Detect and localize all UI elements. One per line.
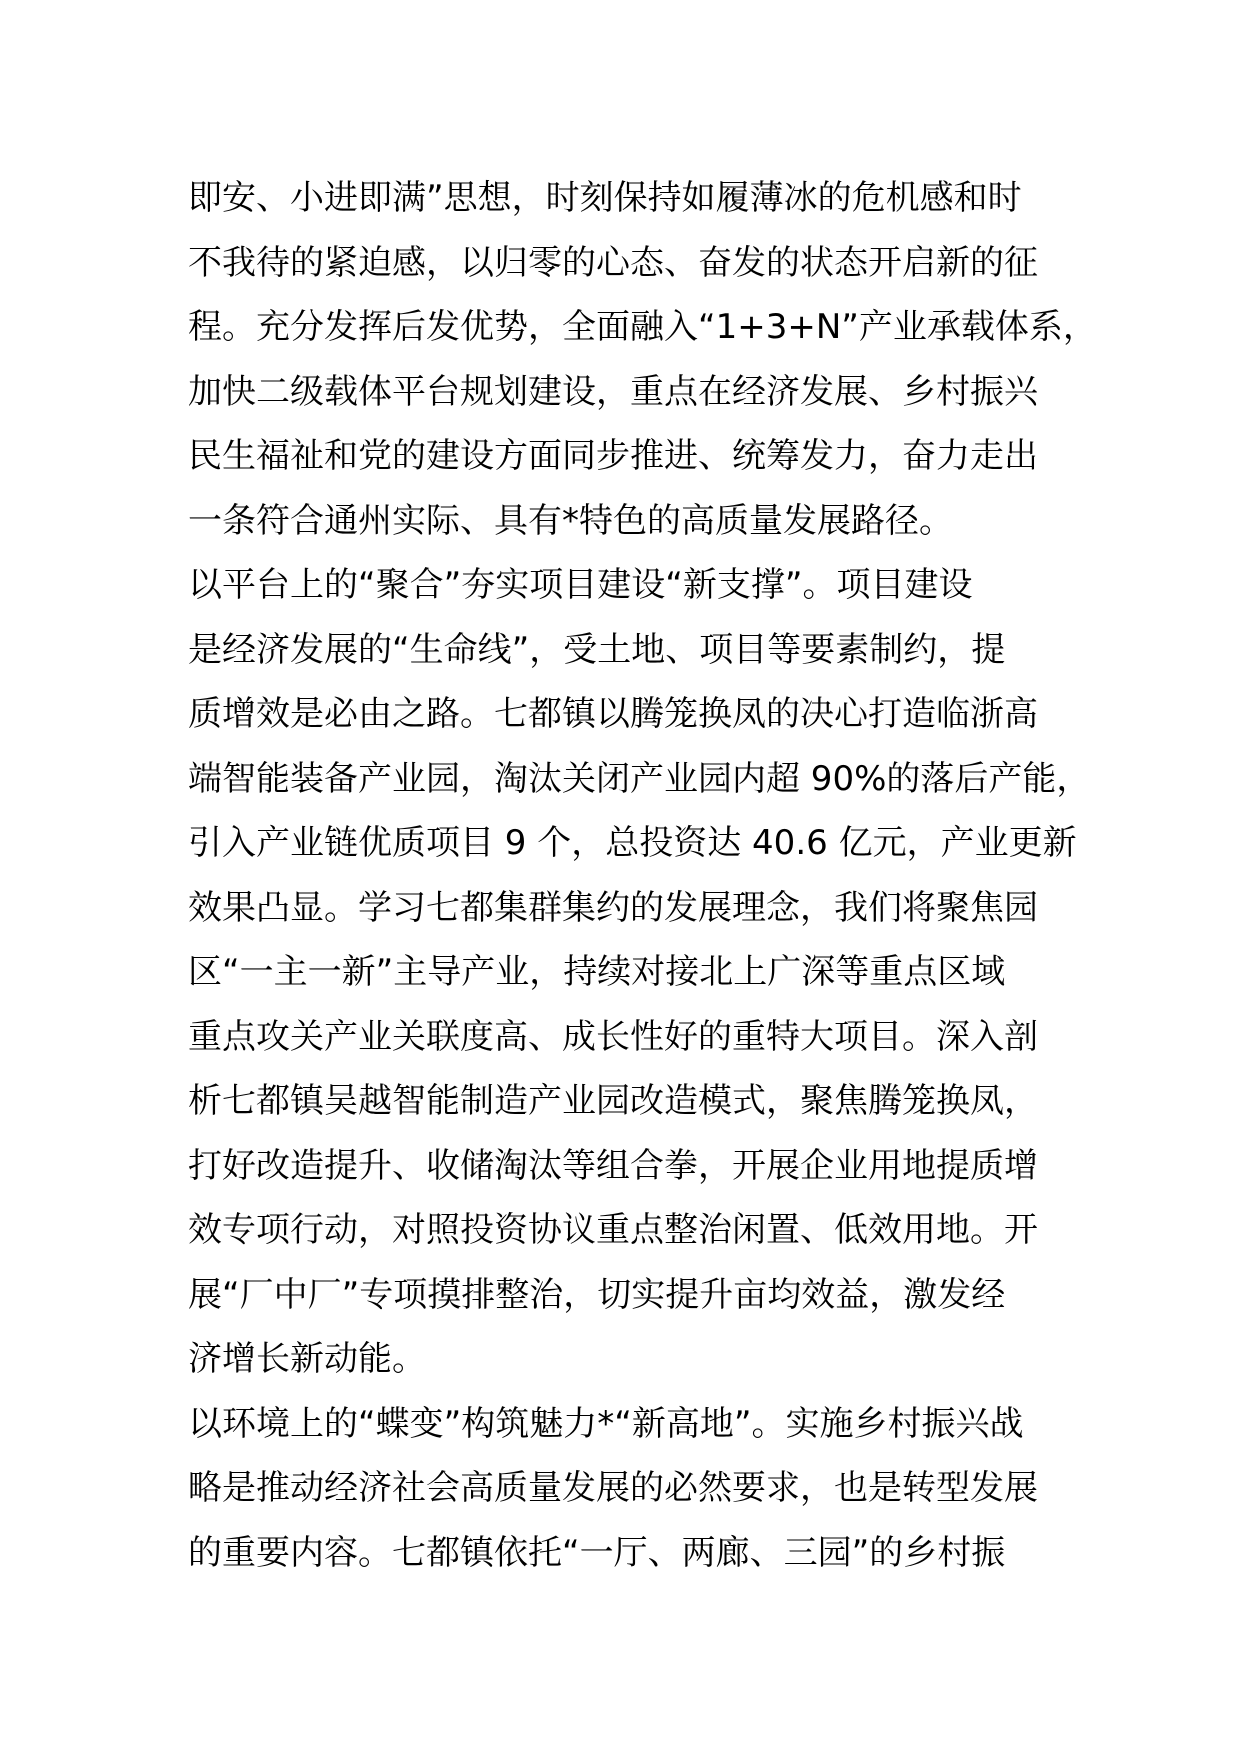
text-line: 不我待的紧迫感，以归零的心态、奋发的状态开启新的征 bbox=[188, 242, 1038, 283]
section-heading-line: 以平台上的“聚合”夯实项目建设“新支撑”。项目建设 bbox=[188, 565, 973, 605]
text-line: 程。充分发挥后发优势，全面融入“1+3+N”产业承载体系， bbox=[188, 307, 1097, 347]
text-line: 民生福祉和党的建设方面同步推进、统筹发力，奋力走出 bbox=[188, 436, 1038, 476]
text-line: 即安、小进即满”思想，时刻保持如履薄冰的危机感和时 bbox=[188, 178, 1022, 218]
text-line: 略是推动经济社会高质量发展的必然要求，也是转型发展 bbox=[188, 1468, 1038, 1508]
text-line: 一条符合通州实际、具有*特色的高质量发展路径。 bbox=[188, 500, 953, 541]
text-line: 质增效是必由之路。七都镇以腾笼换凤的决心打造临浙高 bbox=[188, 694, 1038, 734]
text-line: 端智能装备产业园，淘汰关闭产业园内超 90%的落后产能， bbox=[188, 758, 1091, 799]
text-line: 是经济发展的“生命线”，受土地、项目等要素制约，提 bbox=[188, 629, 1006, 670]
text-line: 打好改造提升、收储淘汰等组合拳，开展企业用地提质增 bbox=[188, 1145, 1038, 1186]
text-line: 加快二级载体平台规划建设，重点在经济发展、乡村振兴 bbox=[188, 371, 1038, 412]
body-text bbox=[188, 166, 1097, 1585]
text-line: 引入产业链优质项目 9 个，总投资达 40.6 亿元，产业更新 bbox=[188, 823, 1077, 863]
text-line: 重点攻关产业关联度高、成长性好的重特大项目。深入剖 bbox=[188, 1016, 1038, 1057]
text-line: 展“厂中厂”专项摸排整治，切实提升亩均效益，激发经 bbox=[188, 1274, 1006, 1315]
text-line: 效专项行动，对照投资协议重点整治闲置、低效用地。开 bbox=[188, 1210, 1038, 1250]
text-line: 区“一主一新”主导产业，持续对接北上广深等重点区域 bbox=[188, 952, 1006, 992]
section-heading-line: 以环境上的“蝶变”构筑魅力*“新高地”。实施乡村振兴战 bbox=[188, 1403, 1024, 1444]
text-line: 的重要内容。七都镇依托“一厅、两廊、三园”的乡村振 bbox=[188, 1532, 1006, 1573]
text-line: 效果凸显。学习七都集群集约的发展理念，我们将聚焦园 bbox=[188, 887, 1038, 928]
text-line: 析七都镇吴越智能制造产业园改造模式，聚焦腾笼换凤， bbox=[188, 1081, 1038, 1121]
text-line: 济增长新动能。 bbox=[188, 1339, 426, 1379]
